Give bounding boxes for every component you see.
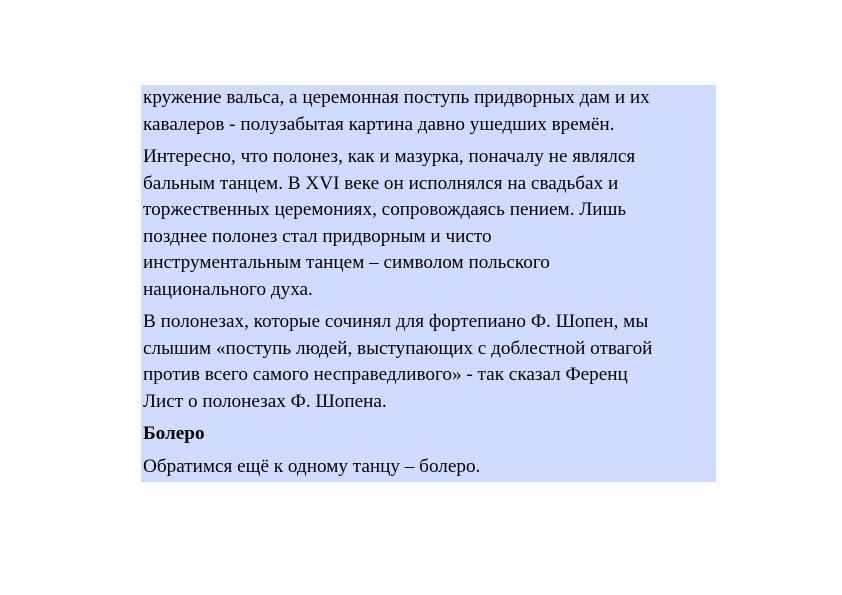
text-line: национального духа. [143,278,313,300]
text-line: позднее полонез стал придворным и чисто [143,225,492,247]
paragraph-chopin-polonaises [143,309,716,415]
text-line: бальным танцем. В XVI веке он исполнялся на свадьбах и [143,172,619,194]
paragraph-polonaise-history [143,144,716,303]
text-line: Лист о полонезах Ф. Шопена. [143,390,387,412]
section-heading-bolero: Болеро [143,423,205,444]
text-block [141,85,716,482]
text-line: В полонезах, которые сочинял для фортепиано Ф. Шопен, мы [143,311,649,332]
text-line: кавалеров - полузабытая картина давно ушедших времён. [143,113,615,135]
paragraph-waltz [143,85,716,138]
text-line: инструментальным танцем – символом польского [143,252,550,273]
text-line: кружение вальса, а церемонная поступь придворных дам и их [143,87,650,108]
text-line: против всего самого несправедливого» - так сказал Ференц [143,364,628,385]
text-line: Интересно, что полонез, как и мазурка, поначалу не являлся [143,146,636,167]
text-line: слышим «поступь людей, выступающих с доблестной отвагой [143,337,653,359]
text-line: торжественных церемониях, сопровождаясь пением. Лишь [143,199,627,220]
paragraph-bolero-intro: Обратимся ещё к одному танцу – болеро. [143,455,481,477]
